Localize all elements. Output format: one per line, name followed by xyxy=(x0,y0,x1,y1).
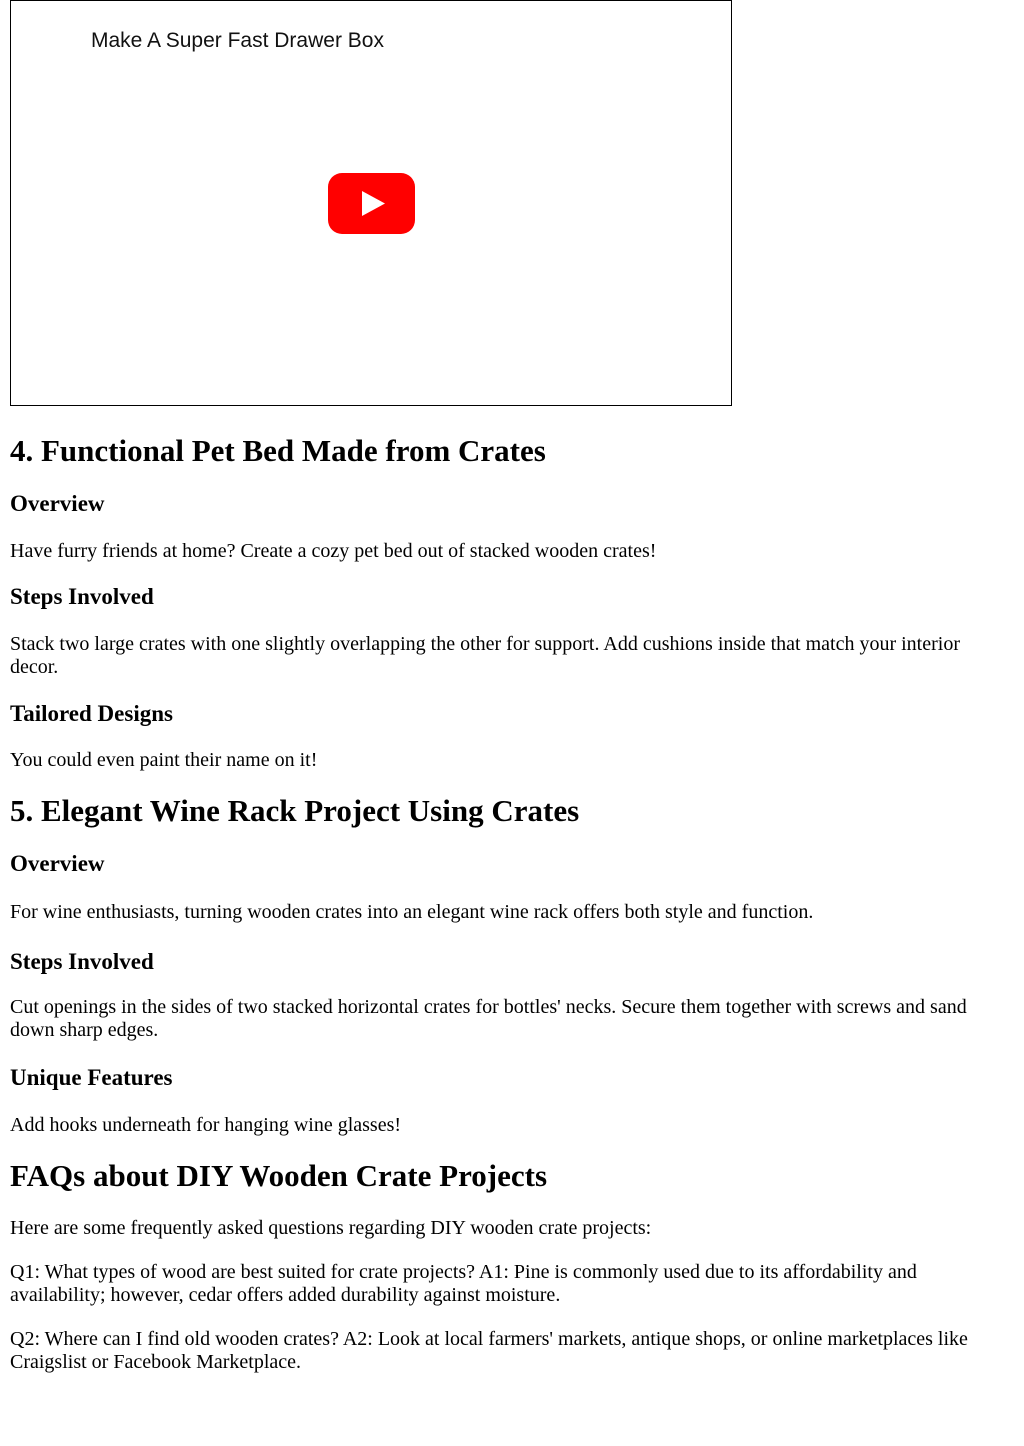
faq-item-q1: Q1: What types of wood are best suited for crate projects? A1: Pine is commonly used due to its affordability and availability; however, cedar offers added durability against moisture. xyxy=(10,1261,917,1306)
paragraph-steps: Cut openings in the sides of two stacked horizontal crates for bottles' necks. Secure them together with screws and sand down sharp edges. xyxy=(10,996,967,1041)
subheading-overview: Overview xyxy=(10,491,105,516)
subheading-tailored-designs: Tailored Designs xyxy=(10,701,173,726)
youtube-play-icon[interactable] xyxy=(328,173,415,234)
faq-heading: FAQs about DIY Wooden Crate Projects xyxy=(10,1158,548,1193)
paragraph-unique-features: Add hooks underneath for hanging wine glasses! xyxy=(10,1114,402,1136)
video-title[interactable]: Make A Super Fast Drawer Box xyxy=(91,29,384,52)
subheading-steps: Steps Involved xyxy=(10,584,154,609)
paragraph-overview: For wine enthusiasts, turning wooden crates into an elegant wine rack offers both style and function. xyxy=(10,901,814,923)
subheading-steps: Steps Involved xyxy=(10,949,154,974)
section-heading-pet-bed: 4. Functional Pet Bed Made from Crates xyxy=(10,433,546,468)
paragraph-overview: Have furry friends at home? Create a cozy pet bed out of stacked wooden crates! xyxy=(10,540,657,562)
paragraph-tailored-designs: You could even paint their name on it! xyxy=(10,749,318,771)
article-content xyxy=(10,406,1005,1374)
faq-intro: Here are some frequently asked questions regarding DIY wooden crate projects: xyxy=(10,1217,652,1239)
subheading-overview: Overview xyxy=(10,851,105,876)
faq-item-q2: Q2: Where can I find old wooden crates? A2: Look at local farmers' markets, antique shops, or online marketplaces like Craigslist or Facebook Marketplace. xyxy=(10,1328,968,1373)
section-heading-wine-rack: 5. Elegant Wine Rack Project Using Crates xyxy=(10,793,580,828)
subheading-unique-features: Unique Features xyxy=(10,1065,173,1090)
paragraph-steps: Stack two large crates with one slightly overlapping the other for support. Add cushions inside that match your interior decor. xyxy=(10,633,960,678)
video-embed[interactable] xyxy=(10,0,732,406)
